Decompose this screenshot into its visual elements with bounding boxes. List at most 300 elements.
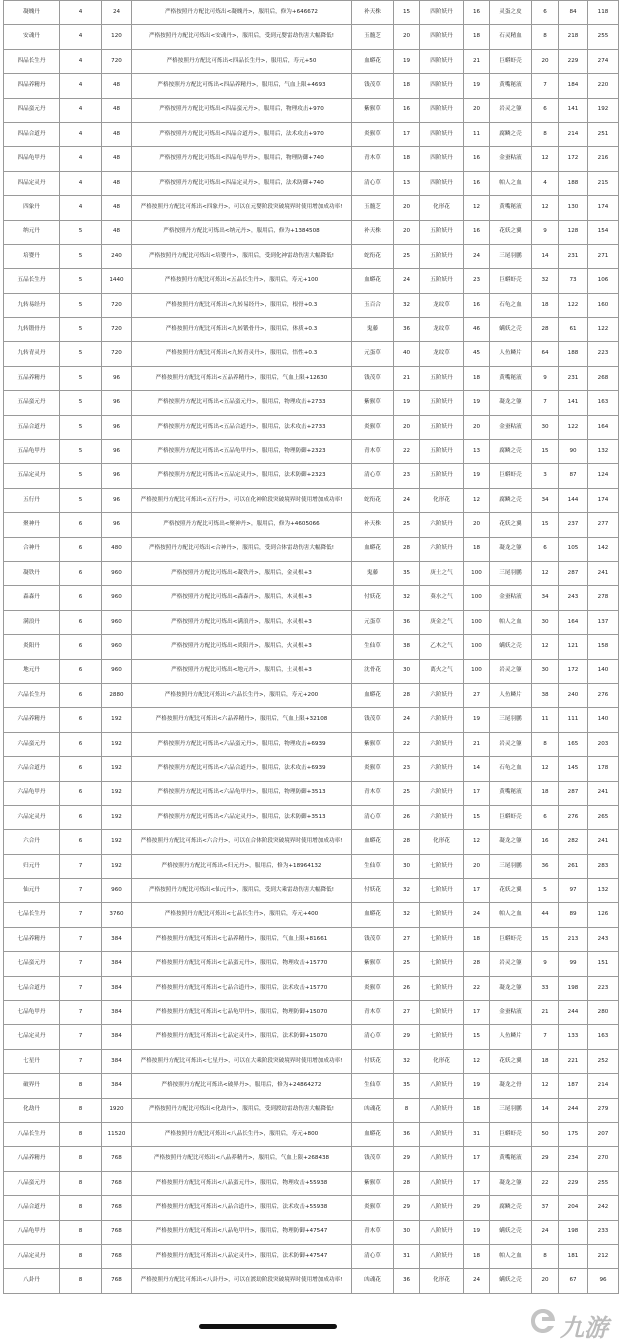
cell-core: 八阶妖丹 bbox=[420, 1074, 464, 1098]
cell-material: 三尾羽鹏 bbox=[490, 854, 532, 878]
cell-stat-b: 242 bbox=[588, 1196, 619, 1220]
cell-price: 720 bbox=[102, 318, 132, 342]
cell-stat-a: 73 bbox=[559, 269, 588, 293]
cell-price: 960 bbox=[102, 561, 132, 585]
cell-grade: 8 bbox=[60, 1074, 102, 1098]
cell-qty2: 18 bbox=[464, 25, 490, 49]
table-row bbox=[4, 1049, 619, 1073]
cell-stat-b: 223 bbox=[588, 342, 619, 366]
cell-name: 九转锻骨丹 bbox=[4, 318, 60, 342]
cell-core: 龙纹草 bbox=[420, 342, 464, 366]
cell-desc: 严格按照丹方配比可炼出<八品龟甲丹>，服用后，物理防御+47547 bbox=[132, 1220, 352, 1244]
cell-herb1: 血蟒花 bbox=[352, 269, 394, 293]
table-row bbox=[4, 1171, 619, 1195]
cell-qty3: 8 bbox=[532, 25, 559, 49]
cell-price: 192 bbox=[102, 830, 132, 854]
cell-stat-b: 241 bbox=[588, 781, 619, 805]
cell-grade: 7 bbox=[60, 927, 102, 951]
cell-material: 金蚕粘液 bbox=[490, 147, 532, 171]
cell-desc: 严格按照丹方配比可炼出<凝魄丹>，服用后，修为+646672 bbox=[132, 1, 352, 25]
cell-material: 巨蟒虾壳 bbox=[490, 49, 532, 73]
cell-stat-a: 90 bbox=[559, 440, 588, 464]
cell-grade: 6 bbox=[60, 781, 102, 805]
cell-stat-b: 151 bbox=[588, 952, 619, 976]
cell-core: 七阶妖丹 bbox=[420, 1025, 464, 1049]
cell-name: 八品合道丹 bbox=[4, 1196, 60, 1220]
cell-herb1: 血蟒花 bbox=[352, 830, 394, 854]
cell-desc: 严格按照丹方配比可炼出<五品长生丹>，服用后，寿元+100 bbox=[132, 269, 352, 293]
cell-stat-b: 277 bbox=[588, 513, 619, 537]
cell-stat-b: 268 bbox=[588, 366, 619, 390]
cell-qty3: 12 bbox=[532, 1074, 559, 1098]
cell-qty3: 6 bbox=[532, 805, 559, 829]
cell-stat-a: 105 bbox=[559, 537, 588, 561]
cell-material: 人鱼鳞片 bbox=[490, 1025, 532, 1049]
cell-material: 腐鳞之壳 bbox=[490, 1196, 532, 1220]
cell-stat-a: 128 bbox=[559, 220, 588, 244]
cell-qty3: 12 bbox=[532, 757, 559, 781]
cell-qty3: 32 bbox=[532, 269, 559, 293]
cell-qty2: 12 bbox=[464, 488, 490, 512]
cell-grade: 4 bbox=[60, 74, 102, 98]
cell-qty1: 27 bbox=[394, 1001, 420, 1025]
cell-qty1: 8 bbox=[394, 1098, 420, 1122]
cell-grade: 7 bbox=[60, 976, 102, 1000]
cell-qty1: 26 bbox=[394, 805, 420, 829]
table-row bbox=[4, 293, 619, 317]
cell-stat-b: 243 bbox=[588, 927, 619, 951]
cell-material: 岩灵之躯 bbox=[490, 952, 532, 976]
cell-qty1: 23 bbox=[394, 757, 420, 781]
cell-qty3: 21 bbox=[532, 1001, 559, 1025]
recipe-table-container bbox=[3, 0, 618, 1294]
cell-stat-b: 212 bbox=[588, 1244, 619, 1268]
cell-core: 八阶妖丹 bbox=[420, 1122, 464, 1146]
cell-qty1: 17 bbox=[394, 122, 420, 146]
cell-grade: 4 bbox=[60, 98, 102, 122]
cell-qty1: 20 bbox=[394, 25, 420, 49]
cell-qty2: 16 bbox=[464, 1, 490, 25]
cell-qty2: 18 bbox=[464, 1244, 490, 1268]
cell-qty2: 21 bbox=[464, 49, 490, 73]
cell-qty1: 19 bbox=[394, 49, 420, 73]
cell-grade: 6 bbox=[60, 830, 102, 854]
cell-name: 五品龟甲丹 bbox=[4, 440, 60, 464]
cell-desc: 严格按照丹方配比可炼出<八品长生丹>，服用后，寿元+800 bbox=[132, 1122, 352, 1146]
cell-price: 480 bbox=[102, 537, 132, 561]
cell-name: 八品龟甲丹 bbox=[4, 1220, 60, 1244]
cell-price: 192 bbox=[102, 757, 132, 781]
cell-qty3: 5 bbox=[532, 879, 559, 903]
cell-material: 螨妖之壳 bbox=[490, 1220, 532, 1244]
cell-qty1: 26 bbox=[394, 976, 420, 1000]
cell-qty2: 17 bbox=[464, 1001, 490, 1025]
cell-qty2: 20 bbox=[464, 98, 490, 122]
cell-price: 384 bbox=[102, 976, 132, 1000]
cell-stat-a: 261 bbox=[559, 854, 588, 878]
cell-stat-a: 111 bbox=[559, 708, 588, 732]
table-row bbox=[4, 927, 619, 951]
cell-qty1: 21 bbox=[394, 366, 420, 390]
cell-core: 五阶妖丹 bbox=[420, 366, 464, 390]
cell-desc: 严格按照丹方配比可炼出<五品定灵丹>，服用后，法术防御+2323 bbox=[132, 464, 352, 488]
cell-qty2: 15 bbox=[464, 805, 490, 829]
cell-stat-b: 160 bbox=[588, 293, 619, 317]
cell-qty1: 32 bbox=[394, 879, 420, 903]
cell-price: 11520 bbox=[102, 1122, 132, 1146]
cell-qty3: 30 bbox=[532, 610, 559, 634]
cell-qty3: 33 bbox=[532, 976, 559, 1000]
watermark-text: 九游 bbox=[560, 1314, 608, 1342]
cell-qty2: 19 bbox=[464, 1220, 490, 1244]
cell-qty2: 20 bbox=[464, 854, 490, 878]
cell-qty3: 44 bbox=[532, 903, 559, 927]
cell-herb1: 炎猴草 bbox=[352, 757, 394, 781]
cell-stat-a: 175 bbox=[559, 1122, 588, 1146]
table-row bbox=[4, 708, 619, 732]
table-row bbox=[4, 537, 619, 561]
cell-qty2: 28 bbox=[464, 952, 490, 976]
cell-herb1: 凶魂花 bbox=[352, 1098, 394, 1122]
cell-herb1: 补天株 bbox=[352, 220, 394, 244]
cell-desc: 严格按照丹方配比可炼出<七星丹>，可以在大乘阶段突破境界时使用增加成功率! bbox=[132, 1049, 352, 1073]
table-row bbox=[4, 879, 619, 903]
cell-qty1: 20 bbox=[394, 220, 420, 244]
cell-stat-b: 278 bbox=[588, 586, 619, 610]
cell-price: 24 bbox=[102, 1, 132, 25]
cell-material: 三尾羽鹏 bbox=[490, 244, 532, 268]
cell-qty3: 30 bbox=[532, 415, 559, 439]
cell-stat-a: 130 bbox=[559, 196, 588, 220]
cell-desc: 严格按照丹方配比可炼出<八品养精丹>，服用后，气血上限+268438 bbox=[132, 1147, 352, 1171]
table-row bbox=[4, 122, 619, 146]
cell-stat-a: 187 bbox=[559, 1074, 588, 1098]
cell-stat-a: 133 bbox=[559, 1025, 588, 1049]
cell-name: 九转青灵丹 bbox=[4, 342, 60, 366]
cell-core: 五阶妖丹 bbox=[420, 244, 464, 268]
cell-stat-b: 174 bbox=[588, 196, 619, 220]
cell-desc: 严格按照丹方配比可炼出<七品养精丹>，服用后，气血上限+81661 bbox=[132, 927, 352, 951]
cell-desc: 严格按照丹方配比可炼出<凝铁丹>，服用后，金灵根+3 bbox=[132, 561, 352, 585]
cell-core: 六阶妖丹 bbox=[420, 732, 464, 756]
cell-herb1: 清心草 bbox=[352, 171, 394, 195]
cell-name: 五品合道丹 bbox=[4, 415, 60, 439]
cell-herb1: 蛇衔花 bbox=[352, 244, 394, 268]
cell-herb1: 鬼藤 bbox=[352, 561, 394, 585]
cell-core: 五阶妖丹 bbox=[420, 464, 464, 488]
cell-qty1: 24 bbox=[394, 269, 420, 293]
cell-desc: 严格按照丹方配比可炼出<森森丹>，服用后，木灵根+3 bbox=[132, 586, 352, 610]
cell-core: 六阶妖丹 bbox=[420, 757, 464, 781]
cell-core: 七阶妖丹 bbox=[420, 976, 464, 1000]
cell-stat-b: 163 bbox=[588, 391, 619, 415]
table-row bbox=[4, 659, 619, 683]
cell-qty3: 12 bbox=[532, 635, 559, 659]
cell-material: 人鱼鳞片 bbox=[490, 683, 532, 707]
cell-core: 庚金之气 bbox=[420, 610, 464, 634]
cell-qty3: 22 bbox=[532, 1171, 559, 1195]
cell-qty3: 12 bbox=[532, 147, 559, 171]
cell-stat-a: 218 bbox=[559, 25, 588, 49]
cell-material: 帕人之血 bbox=[490, 1244, 532, 1268]
cell-desc: 严格按照丹方配比可炼出<破界丹>，服用后，修为+24864272 bbox=[132, 1074, 352, 1098]
cell-grade: 4 bbox=[60, 25, 102, 49]
cell-desc: 严格按照丹方配比可炼出<五品养精丹>，服用后，气血上限+12630 bbox=[132, 366, 352, 390]
watermark-logo bbox=[528, 1304, 618, 1340]
cell-grade: 6 bbox=[60, 513, 102, 537]
cell-core: 六阶妖丹 bbox=[420, 805, 464, 829]
cell-core: 四阶妖丹 bbox=[420, 1, 464, 25]
cell-qty1: 29 bbox=[394, 1196, 420, 1220]
cell-stat-a: 164 bbox=[559, 610, 588, 634]
cell-core: 化形花 bbox=[420, 1269, 464, 1293]
recipe-table bbox=[3, 0, 619, 1294]
cell-material: 凝龙之躯 bbox=[490, 976, 532, 1000]
cell-name: 凝铁丹 bbox=[4, 561, 60, 585]
cell-desc: 严格按照丹方配比可炼出<六品蛮元丹>，服用后，物理攻击+6939 bbox=[132, 732, 352, 756]
cell-qty2: 100 bbox=[464, 586, 490, 610]
cell-name: 四品养精丹 bbox=[4, 74, 60, 98]
cell-grade: 6 bbox=[60, 708, 102, 732]
cell-qty2: 14 bbox=[464, 757, 490, 781]
cell-desc: 严格按照丹方配比可炼出<八卦丹>，可以在渡劫阶段突破境界时使用增加成功率! bbox=[132, 1269, 352, 1293]
cell-desc: 严格按照丹方配比可炼出<炎阳丹>，服用后，火灵根+3 bbox=[132, 635, 352, 659]
cell-material: 花妖之翼 bbox=[490, 513, 532, 537]
cell-grade: 7 bbox=[60, 1001, 102, 1025]
cell-material: 三尾羽鹏 bbox=[490, 1098, 532, 1122]
cell-desc: 严格按照丹方配比可炼出<纳元丹>，服用后，修为+1384508 bbox=[132, 220, 352, 244]
cell-qty3: 15 bbox=[532, 440, 559, 464]
cell-grade: 8 bbox=[60, 1098, 102, 1122]
cell-price: 720 bbox=[102, 293, 132, 317]
cell-material: 花妖之翼 bbox=[490, 879, 532, 903]
cell-qty2: 19 bbox=[464, 708, 490, 732]
cell-core: 四阶妖丹 bbox=[420, 98, 464, 122]
cell-stat-a: 188 bbox=[559, 342, 588, 366]
cell-stat-a: 198 bbox=[559, 1220, 588, 1244]
cell-qty1: 32 bbox=[394, 1049, 420, 1073]
cell-desc: 严格按照丹方配比可炼出<九转青灵丹>，服用后，悟性+0.3 bbox=[132, 342, 352, 366]
cell-desc: 严格按照丹方配比可炼出<七品定灵丹>，服用后，法术防御+15070 bbox=[132, 1025, 352, 1049]
table-row bbox=[4, 830, 619, 854]
cell-qty1: 29 bbox=[394, 1147, 420, 1171]
cell-stat-a: 287 bbox=[559, 781, 588, 805]
cell-qty3: 14 bbox=[532, 244, 559, 268]
cell-qty3: 18 bbox=[532, 781, 559, 805]
cell-core: 化形花 bbox=[420, 196, 464, 220]
cell-material: 腐鳞之壳 bbox=[490, 440, 532, 464]
cell-desc: 严格按照丹方配比可炼出<六品养精丹>，服用后，气血上限+32108 bbox=[132, 708, 352, 732]
cell-stat-a: 145 bbox=[559, 757, 588, 781]
table-row bbox=[4, 903, 619, 927]
cell-core: 六阶妖丹 bbox=[420, 537, 464, 561]
cell-qty2: 27 bbox=[464, 683, 490, 707]
cell-stat-a: 97 bbox=[559, 879, 588, 903]
cell-desc: 严格按照丹方配比可炼出<六品长生丹>，服用后，寿元+200 bbox=[132, 683, 352, 707]
cell-herb1: 补天株 bbox=[352, 513, 394, 537]
cell-grade: 6 bbox=[60, 610, 102, 634]
cell-herb1: 凶魂花 bbox=[352, 1269, 394, 1293]
cell-qty3: 24 bbox=[532, 1220, 559, 1244]
cell-herb1: 青木草 bbox=[352, 781, 394, 805]
cell-stat-b: 233 bbox=[588, 1220, 619, 1244]
cell-qty1: 36 bbox=[394, 610, 420, 634]
cell-qty2: 11 bbox=[464, 122, 490, 146]
table-row bbox=[4, 391, 619, 415]
cell-material: 花妖之翼 bbox=[490, 220, 532, 244]
cell-name: 五品定灵丹 bbox=[4, 464, 60, 488]
cell-qty2: 19 bbox=[464, 464, 490, 488]
cell-price: 192 bbox=[102, 708, 132, 732]
cell-price: 48 bbox=[102, 220, 132, 244]
cell-name: 归元丹 bbox=[4, 854, 60, 878]
cell-name: 满浪丹 bbox=[4, 610, 60, 634]
cell-stat-b: 223 bbox=[588, 976, 619, 1000]
cell-grade: 8 bbox=[60, 1171, 102, 1195]
table-row bbox=[4, 757, 619, 781]
cell-qty3: 6 bbox=[532, 537, 559, 561]
table-row bbox=[4, 854, 619, 878]
cell-herb1: 钱茂草 bbox=[352, 1147, 394, 1171]
cell-qty2: 13 bbox=[464, 440, 490, 464]
cell-stat-a: 221 bbox=[559, 1049, 588, 1073]
cell-desc: 严格按照丹方配比可炼出<六品合道丹>，服用后，法术攻击+6939 bbox=[132, 757, 352, 781]
cell-price: 192 bbox=[102, 805, 132, 829]
cell-stat-b: 158 bbox=[588, 635, 619, 659]
cell-material: 金蚕粘液 bbox=[490, 415, 532, 439]
cell-herb1: 生仙草 bbox=[352, 854, 394, 878]
cell-material: 人鱼鳞片 bbox=[490, 342, 532, 366]
table-row bbox=[4, 976, 619, 1000]
table-row bbox=[4, 1220, 619, 1244]
cell-herb1: 沈骨花 bbox=[352, 659, 394, 683]
cell-stat-a: 99 bbox=[559, 952, 588, 976]
cell-price: 1440 bbox=[102, 269, 132, 293]
cell-desc: 严格按照丹方配比可炼出<九转锻骨丹>，服用后，体质+0.3 bbox=[132, 318, 352, 342]
table-row bbox=[4, 25, 619, 49]
cell-herb1: 元蛋草 bbox=[352, 342, 394, 366]
cell-herb1: 血蟒花 bbox=[352, 49, 394, 73]
cell-core: 四阶妖丹 bbox=[420, 122, 464, 146]
cell-name: 八品养精丹 bbox=[4, 1147, 60, 1171]
cell-desc: 严格按照丹方配比可炼出<安魂丹>，服用后，受到元婴雷劫伤害大幅降低! bbox=[132, 25, 352, 49]
recipe-table-body bbox=[4, 1, 619, 1294]
cell-qty1: 23 bbox=[394, 464, 420, 488]
cell-price: 192 bbox=[102, 732, 132, 756]
cell-name: 纳元丹 bbox=[4, 220, 60, 244]
cell-qty3: 15 bbox=[532, 927, 559, 951]
cell-name: 合神丹 bbox=[4, 537, 60, 561]
table-row bbox=[4, 171, 619, 195]
cell-qty3: 36 bbox=[532, 854, 559, 878]
cell-herb1: 清心草 bbox=[352, 1244, 394, 1268]
table-row bbox=[4, 147, 619, 171]
cell-qty1: 29 bbox=[394, 1025, 420, 1049]
cell-core: 七阶妖丹 bbox=[420, 879, 464, 903]
cell-herb1: 炎猴草 bbox=[352, 415, 394, 439]
cell-qty3: 9 bbox=[532, 220, 559, 244]
cell-qty2: 16 bbox=[464, 171, 490, 195]
table-row bbox=[4, 244, 619, 268]
cell-stat-b: 126 bbox=[588, 903, 619, 927]
cell-qty3: 8 bbox=[532, 732, 559, 756]
cell-name: 仙元丹 bbox=[4, 879, 60, 903]
cell-qty1: 24 bbox=[394, 708, 420, 732]
cell-grade: 5 bbox=[60, 318, 102, 342]
cell-core: 五阶妖丹 bbox=[420, 269, 464, 293]
cell-stat-b: 255 bbox=[588, 1171, 619, 1195]
cell-core: 八阶妖丹 bbox=[420, 1244, 464, 1268]
cell-qty2: 100 bbox=[464, 659, 490, 683]
cell-desc: 严格按照丹方配比可炼出<聚神丹>，服用后，修为+4605066 bbox=[132, 513, 352, 537]
home-indicator-bar[interactable] bbox=[199, 1324, 337, 1329]
cell-price: 48 bbox=[102, 98, 132, 122]
cell-herb1: 钱茂草 bbox=[352, 366, 394, 390]
cell-desc: 严格按照丹方配比可炼出<七品合道丹>，服用后，法术攻击+15770 bbox=[132, 976, 352, 1000]
cell-grade: 8 bbox=[60, 1269, 102, 1293]
cell-core: 葵水之气 bbox=[420, 586, 464, 610]
cell-name: 森森丹 bbox=[4, 586, 60, 610]
cell-material: 黄嘴秘液 bbox=[490, 1147, 532, 1171]
cell-stat-a: 122 bbox=[559, 415, 588, 439]
cell-price: 96 bbox=[102, 513, 132, 537]
cell-core: 七阶妖丹 bbox=[420, 903, 464, 927]
cell-qty1: 25 bbox=[394, 244, 420, 268]
cell-qty1: 22 bbox=[394, 440, 420, 464]
cell-stat-b: 215 bbox=[588, 171, 619, 195]
cell-core: 龙纹草 bbox=[420, 293, 464, 317]
table-row bbox=[4, 1, 619, 25]
cell-price: 96 bbox=[102, 391, 132, 415]
cell-desc: 严格按照丹方配比可炼出<四品合道丹>，服用后，法术攻击+970 bbox=[132, 122, 352, 146]
cell-stat-b: 122 bbox=[588, 318, 619, 342]
cell-qty1: 32 bbox=[394, 586, 420, 610]
cell-qty3: 28 bbox=[532, 318, 559, 342]
table-row bbox=[4, 805, 619, 829]
cell-grade: 5 bbox=[60, 415, 102, 439]
cell-name: 五品长生丹 bbox=[4, 269, 60, 293]
cell-stat-b: 252 bbox=[588, 1049, 619, 1073]
cell-core: 化形花 bbox=[420, 488, 464, 512]
cell-name: 七星丹 bbox=[4, 1049, 60, 1073]
cell-grade: 6 bbox=[60, 586, 102, 610]
cell-desc: 严格按照丹方配比可炼出<仙元丹>，服用后，受到大乘雷劫伤害大幅降低! bbox=[132, 879, 352, 903]
cell-stat-b: 216 bbox=[588, 147, 619, 171]
cell-qty3: 7 bbox=[532, 391, 559, 415]
cell-herb1: 青木草 bbox=[352, 1220, 394, 1244]
cell-price: 384 bbox=[102, 1001, 132, 1025]
cell-name: 炎阳丹 bbox=[4, 635, 60, 659]
cell-qty2: 17 bbox=[464, 879, 490, 903]
cell-herb1: 鬼藤 bbox=[352, 318, 394, 342]
cell-price: 48 bbox=[102, 196, 132, 220]
table-row bbox=[4, 1025, 619, 1049]
cell-stat-b: 142 bbox=[588, 537, 619, 561]
cell-grade: 7 bbox=[60, 952, 102, 976]
cell-price: 2880 bbox=[102, 683, 132, 707]
cell-stat-a: 229 bbox=[559, 1171, 588, 1195]
cell-desc: 严格按照丹方配比可炼出<化劫丹>，服用后，受到渡劫雷劫伤害大幅降低! bbox=[132, 1098, 352, 1122]
cell-grade: 5 bbox=[60, 391, 102, 415]
cell-name: 四品龟甲丹 bbox=[4, 147, 60, 171]
cell-desc: 严格按照丹方配比可炼出<八品合道丹>，服用后，法术攻击+55938 bbox=[132, 1196, 352, 1220]
cell-price: 384 bbox=[102, 1049, 132, 1073]
cell-qty3: 18 bbox=[532, 293, 559, 317]
cell-core: 离火之气 bbox=[420, 659, 464, 683]
cell-name: 七品定灵丹 bbox=[4, 1025, 60, 1049]
cell-core: 七阶妖丹 bbox=[420, 952, 464, 976]
cell-herb1: 清心草 bbox=[352, 805, 394, 829]
